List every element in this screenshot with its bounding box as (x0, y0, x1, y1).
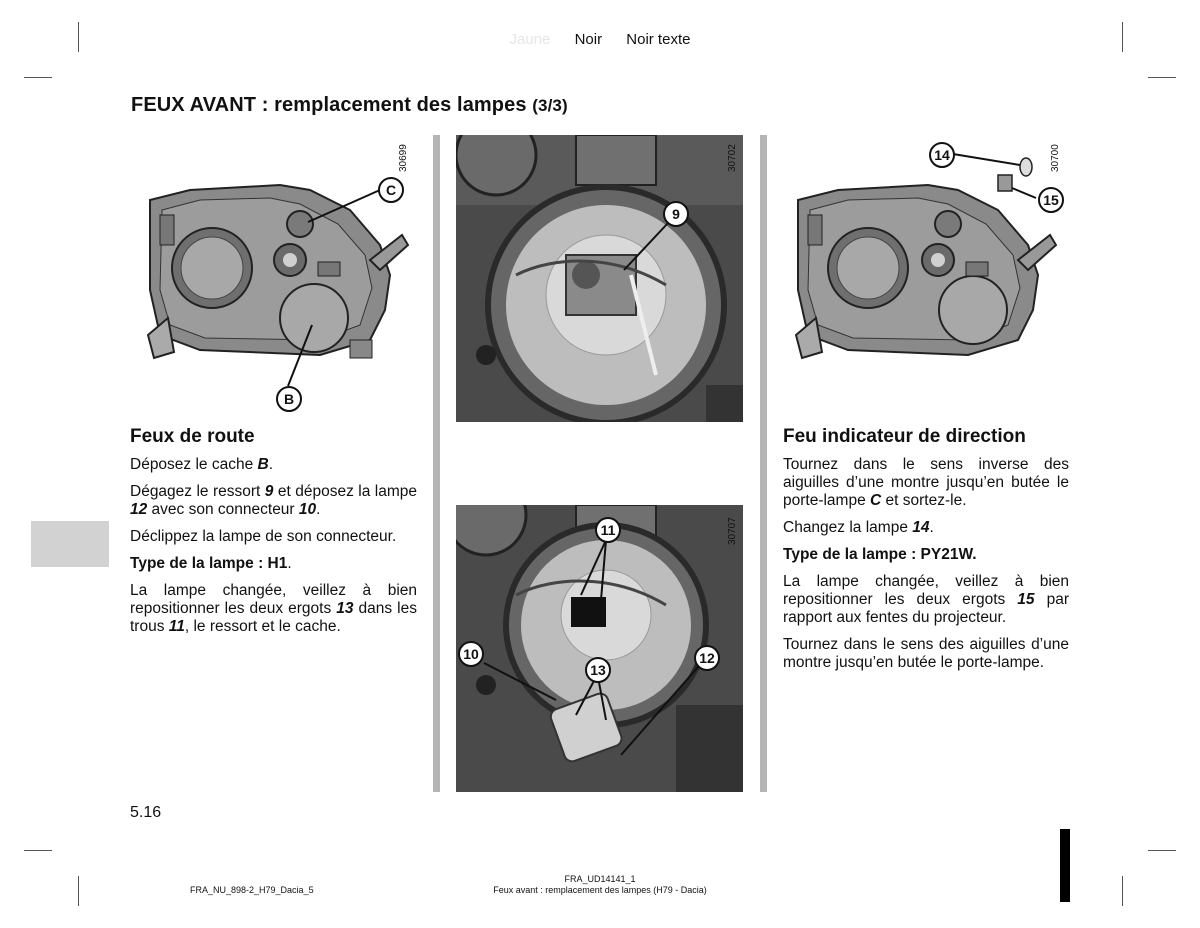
right-paragraph-5: Tournez dans le sens des aiguilles d’une montre jusqu’en butée le porte-lampe. (783, 636, 1069, 671)
color-label-noir: Noir (574, 31, 603, 48)
column-separator (760, 135, 767, 792)
footer-center-code: FRA_UD14141_1 (564, 874, 636, 884)
left-text-column (130, 428, 417, 645)
figure-code-30700: 30700 (1050, 144, 1061, 172)
headlamp-photo-spring (456, 135, 743, 422)
headlamp-photo-spring-drawing (456, 135, 743, 422)
section-tab (31, 521, 109, 567)
headlamp-indicator-figure (788, 140, 1068, 380)
callout-12: 12 (694, 645, 720, 671)
right-paragraph-2: Changez la lampe 14. (783, 519, 934, 536)
figure-code-30707: 30707 (727, 517, 738, 545)
heading-feu-indicateur: Feu indicateur de direction (783, 426, 1026, 447)
footer-center (0, 874, 1200, 896)
callout-c: C (378, 177, 404, 203)
color-label-noir-texte: Noir texte (626, 31, 691, 48)
callout-b: B (276, 386, 302, 412)
column-separator (433, 135, 440, 792)
footer-left-code: FRA_NU_898-2_H79_Dacia_5 (190, 885, 314, 895)
thumb-index-bar (1060, 829, 1070, 902)
callout-10: 10 (458, 641, 484, 667)
crop-mark (1148, 77, 1176, 78)
callout-13: 13 (585, 657, 611, 683)
crop-mark (24, 850, 52, 851)
left-paragraph-3: Déclippez la lampe de son connecteur. (130, 528, 397, 545)
page-number: 5.16 (130, 804, 162, 821)
page-title (131, 94, 568, 117)
color-label-jaune: Jaune (509, 31, 551, 48)
right-text-column (783, 428, 1069, 681)
crop-mark (24, 77, 52, 78)
figure-code-30702: 30702 (727, 144, 738, 172)
footer-center-title: Feux avant : remplacement des lampes (H79 - Dacia) (493, 885, 707, 895)
crop-mark (1148, 850, 1176, 851)
callout-9: 9 (663, 201, 689, 227)
right-paragraph-1: Tournez dans le sens inverse des aiguilles d’une montre jusqu’en butée le porte-lampe C et sortez-le. (783, 456, 1069, 509)
left-paragraph-1: Déposez le cache B. (130, 456, 274, 473)
headlamp-rear-figure (140, 140, 420, 415)
page-title-main: FEUX AVANT : remplacement des lampes (131, 94, 527, 116)
color-separation-bar (0, 31, 1200, 48)
callout-11: 11 (595, 517, 621, 543)
callout-15: 15 (1038, 187, 1064, 213)
figure-code-30699: 30699 (398, 144, 409, 172)
left-paragraph-5: La lampe changée, veillez à bien repositionner les deux ergots 13 dans les trous 11, le ressort et le cache. (130, 582, 417, 635)
right-lamp-type: Type de la lampe : PY21W. (783, 546, 977, 563)
headlamp-rear-drawing (140, 140, 420, 415)
left-lamp-type: Type de la lampe : H1. (130, 555, 292, 572)
headlamp-photo-bulb (456, 505, 743, 792)
callout-14: 14 (929, 142, 955, 168)
left-paragraph-2: Dégagez le ressort 9 et déposez la lampe 12 avec son connecteur 10. (130, 483, 417, 518)
right-paragraph-4: La lampe changée, veillez à bien repositionner les deux ergots 15 par rapport aux fentes du projecteur. (783, 573, 1069, 626)
heading-feux-de-route: Feux de route (130, 426, 255, 447)
headlamp-indicator-drawing (788, 140, 1068, 380)
page-title-part: (3/3) (532, 96, 568, 115)
